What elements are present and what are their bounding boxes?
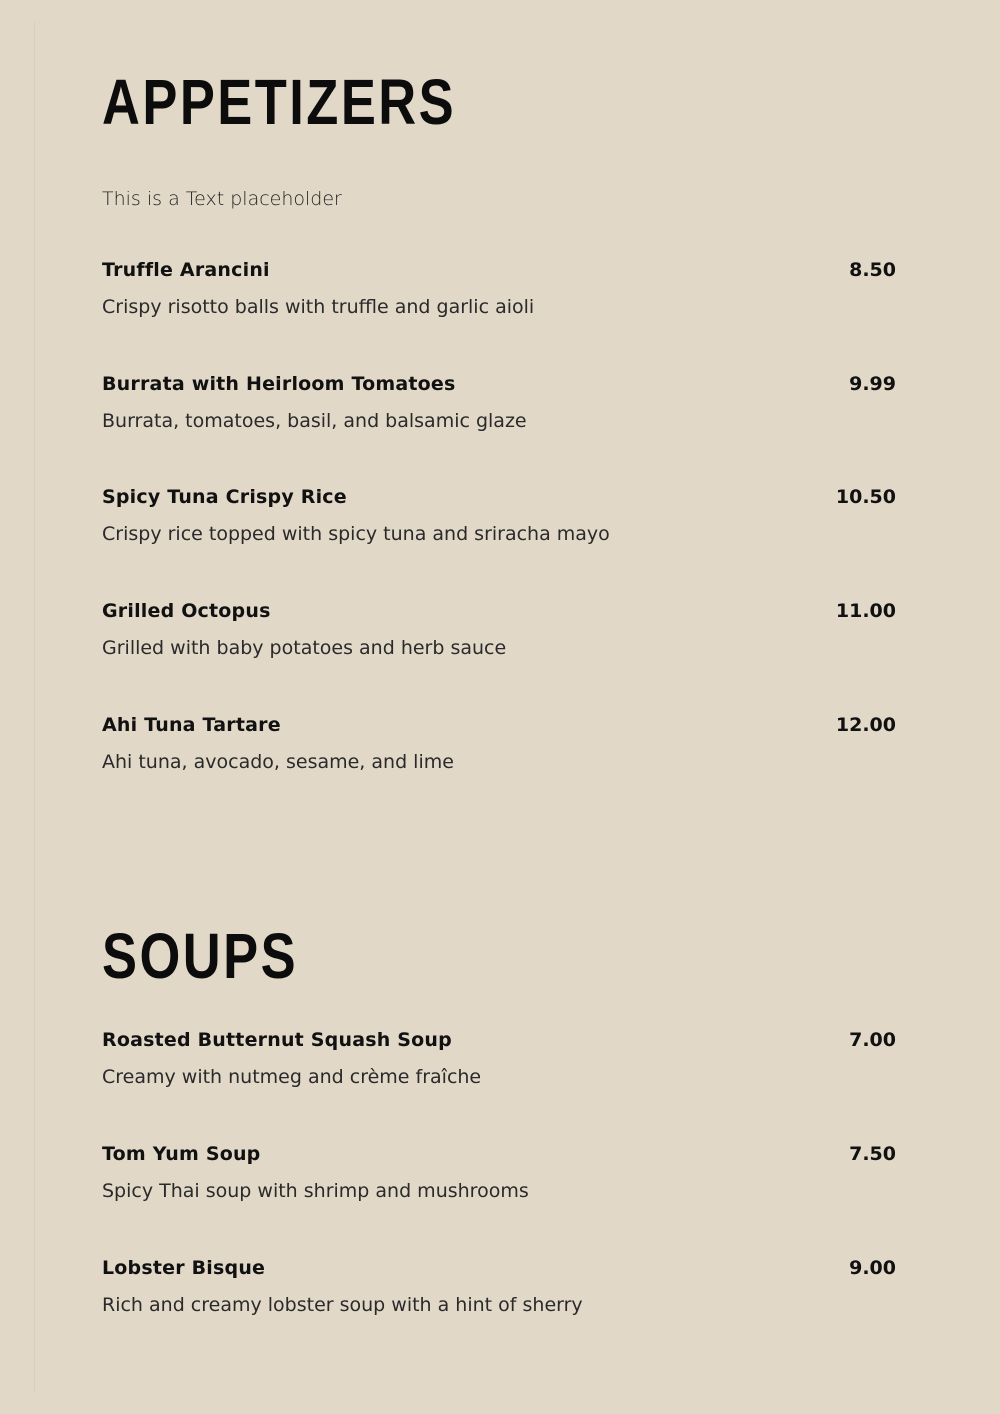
item-description: Burrata, tomatoes, basil, and balsamic glaze [102, 410, 527, 432]
item-price: 7.00 [849, 1029, 896, 1051]
section-title-soups: SOUPS [102, 920, 299, 992]
item-price: 9.99 [849, 373, 896, 395]
item-description: Crispy risotto balls with truffle and garlic aioli [102, 296, 535, 318]
item-price: 11.00 [835, 600, 896, 622]
section-subtitle: This is a Text placeholder [102, 188, 342, 210]
item-description: Creamy with nutmeg and crème fraîche [102, 1066, 482, 1088]
item-description: Grilled with baby potatoes and herb sauce [102, 637, 507, 659]
item-price: 7.50 [849, 1143, 896, 1165]
item-name: Roasted Butternut Squash Soup [102, 1029, 452, 1051]
menu-item [102, 261, 896, 331]
menu-item [102, 488, 896, 558]
menu-item [102, 1031, 896, 1101]
menu-item [102, 375, 896, 445]
menu-item [102, 1259, 896, 1329]
item-price: 12.00 [835, 714, 896, 736]
item-description: Rich and creamy lobster soup with a hint of sherry [102, 1294, 583, 1316]
item-name: Ahi Tuna Tartare [102, 714, 281, 736]
item-name: Grilled Octopus [102, 600, 271, 622]
item-description: Ahi tuna, avocado, sesame, and lime [102, 751, 454, 773]
menu-item [102, 716, 896, 786]
section-title-appetizers: APPETIZERS [102, 66, 457, 138]
menu-item [102, 602, 896, 672]
item-name: Spicy Tuna Crispy Rice [102, 486, 347, 508]
item-name: Lobster Bisque [102, 1257, 266, 1279]
item-price: 9.00 [849, 1257, 896, 1279]
item-name: Truffle Arancini [102, 259, 270, 281]
item-name: Burrata with Heirloom Tomatoes [102, 373, 456, 395]
item-price: 8.50 [849, 259, 896, 281]
item-name: Tom Yum Soup [102, 1143, 261, 1165]
item-price: 10.50 [835, 486, 896, 508]
item-description: Crispy rice topped with spicy tuna and sriracha mayo [102, 523, 610, 545]
menu-item [102, 1145, 896, 1215]
item-description: Spicy Thai soup with shrimp and mushrooms [102, 1180, 529, 1202]
